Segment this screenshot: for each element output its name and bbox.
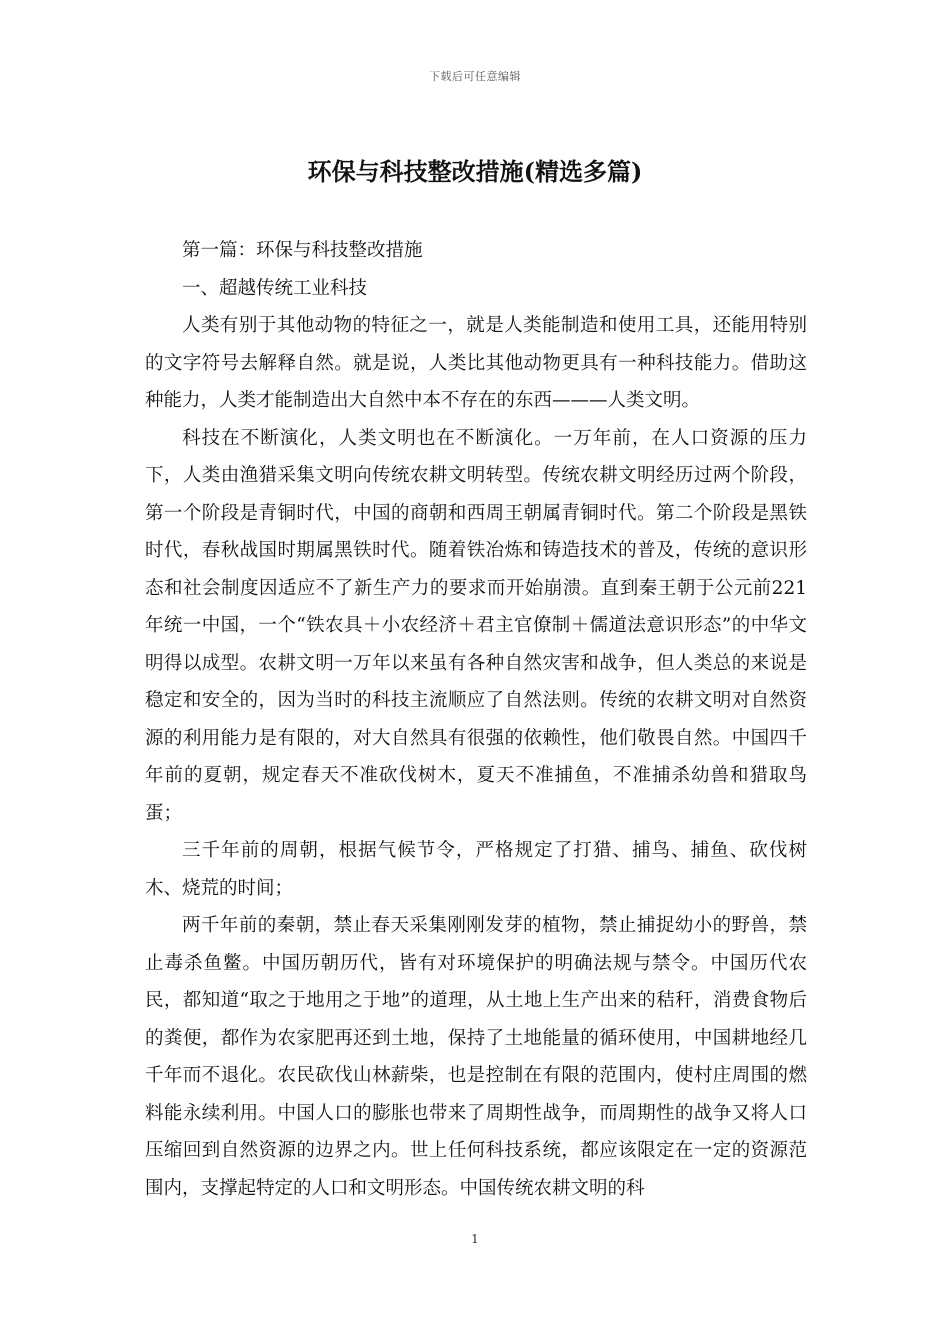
header-note: 下载后可任意编辑 [429, 70, 521, 83]
paragraph-4: 两千年前的秦朝，禁止春天采集刚刚发芽的植物，禁止捕捉幼小的野兽，禁止毒杀鱼鳖。中国历朝历代，皆有对环境保护的明确法规与禁令。中国历代农民，都知道“取之于地用之于地”的道理，从土地上生产出来的秸秆，消费食物后的粪便，都作为农家肥再还到土地，保持了土地能量的循环使用，中国耕地经几千年而不退化。农民砍伐山林薪柴，也是控制在有限的范围内，使村庄周围的燃料能永续利用。中国人口的膨胀也带来了周期性战争，而周期性的战争又将人口压缩回到自然资源的边界之内。世上任何科技系统，都应该限定在一定的资源范围内，支撑起特定的人口和文明形态。中国传统农耕文明的科 [145, 915, 807, 1199]
paragraph-1: 人类有别于其他动物的特征之一，就是人类能制造和使用工具，还能用特别的文字符号去解释自然。就是说，人类比其他动物更具有一种科技能力。借助这种能力，人类才能制造出大自然中本不存在的东西———人类文明。 [145, 315, 807, 411]
document-body [145, 232, 807, 1207]
page-number: 1 [471, 1232, 479, 1246]
subheading: 一、超越传统工业科技 [182, 277, 368, 299]
section-heading: 第一篇：环保与科技整改措施 [182, 240, 423, 261]
paragraph-2: 科技在不断演化，人类文明也在不断演化。一万年前，在人口资源的压力下，人类由渔猎采集文明向传统农耕文明转型。传统农耕文明经历过两个阶段，第一个阶段是青铜时代，中国的商朝和西周王朝属青铜时代。第二个阶段是黑铁时代，春秋战国时期属黑铁时代。随着铁冶炼和铸造技术的普及，传统的意识形态和社会制度因适应不了新生产力的要求而开始崩溃。直到秦王朝于公元前221年统一中国，一个“铁农具＋小农经济＋君主官僚制＋儒道法意识形态”的中华文明得以成型。农耕文明一万年以来虽有各种自然灾害和战争，但人类总的来说是稳定和安全的，因为当时的科技主流顺应了自然法则。传统的农耕文明对自然资源的利用能力是有限的，对大自然具有很强的依赖性，他们敬畏自然。中国四千年前的夏朝，规定春天不准砍伐树木，夏天不准捕鱼，不准捕杀幼兽和猎取鸟蛋； [145, 427, 807, 824]
document-title: 环保与科技整改措施(精选多篇) [307, 157, 643, 186]
paragraph-3: 三千年前的周朝，根据气候节令，严格规定了打猎、捕鸟、捕鱼、砍伐树木、烧荒的时间； [145, 840, 807, 899]
